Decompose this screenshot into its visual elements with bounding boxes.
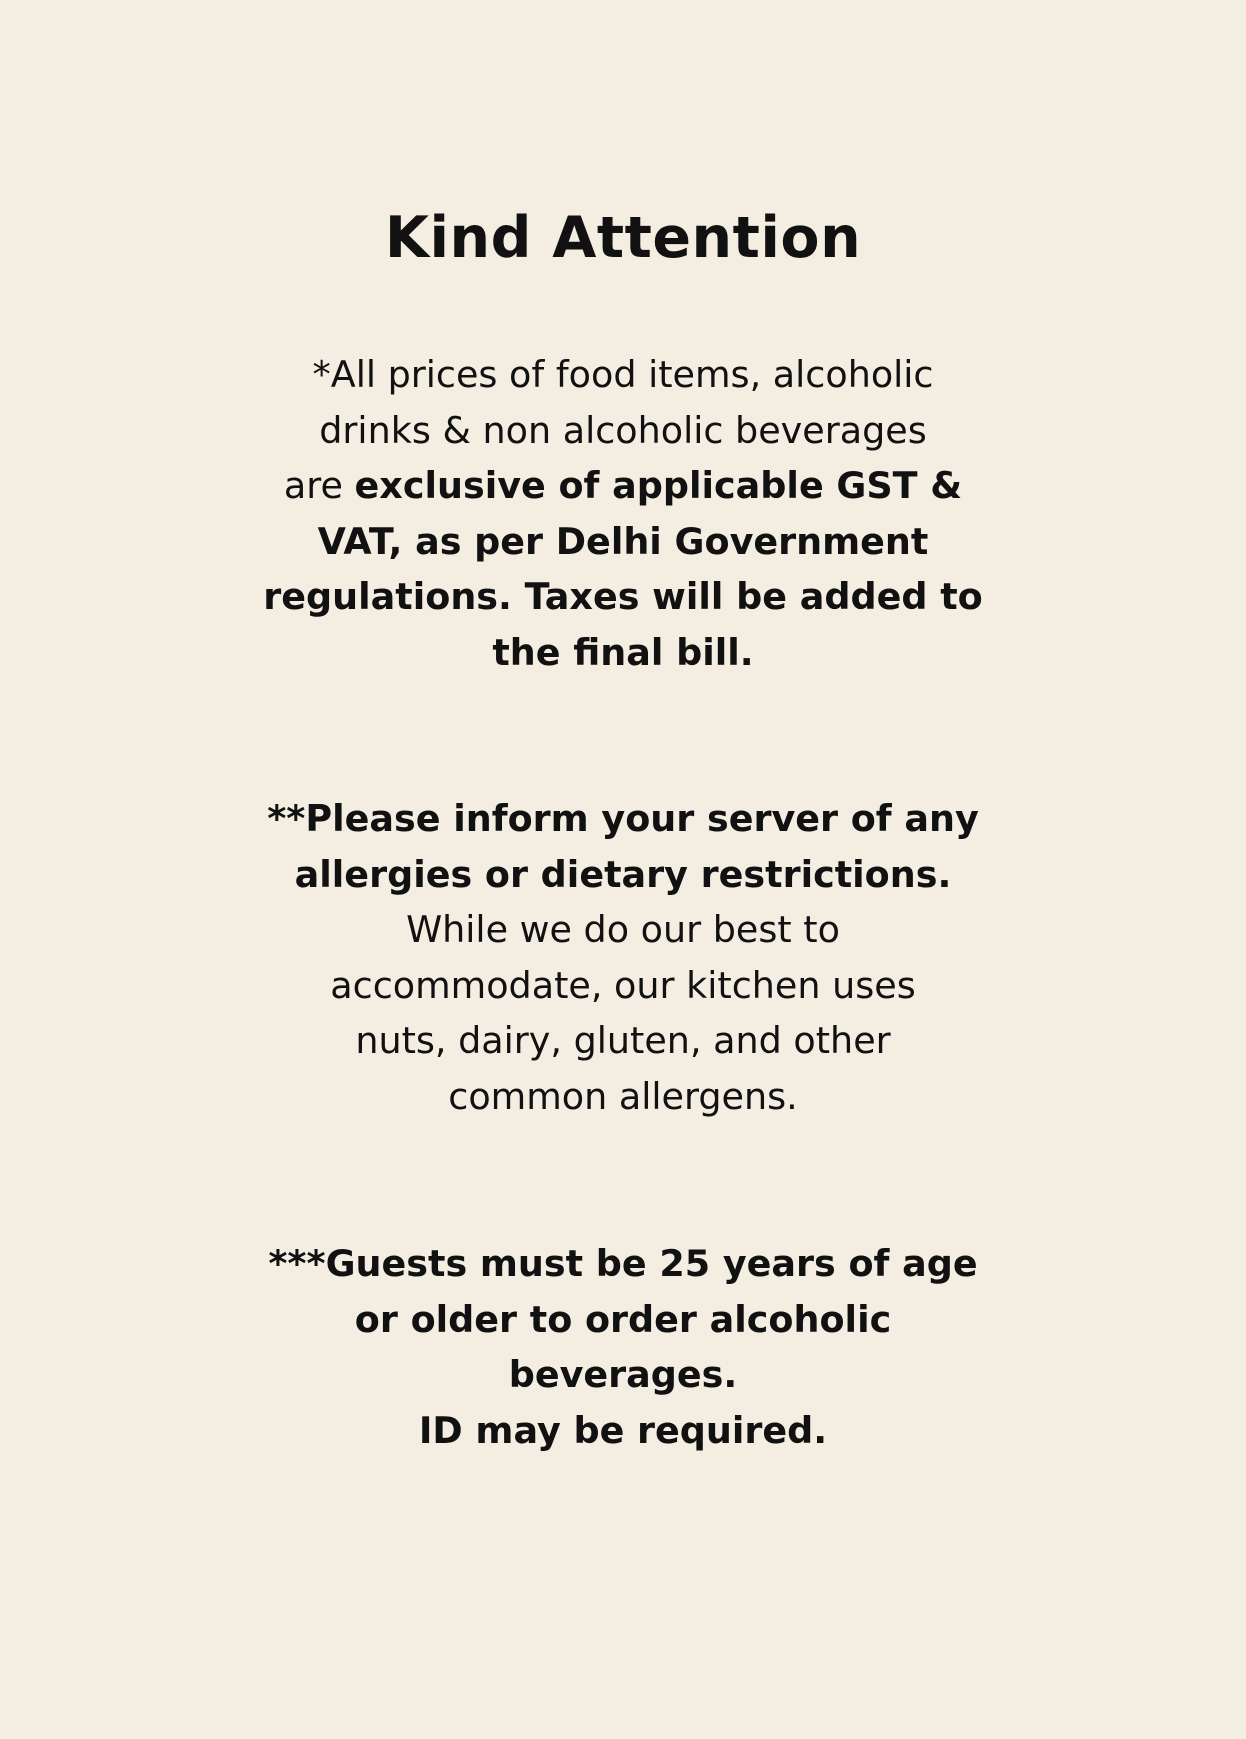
allergy-notice-line: **Please inform your server of any	[267, 797, 979, 840]
age-notice-line: or older to order alcoholic	[354, 1297, 892, 1341]
allergy-notice-line: common allergens.	[448, 1074, 798, 1118]
tax-notice	[200, 347, 1046, 680]
age-notice-line: beverages.	[508, 1353, 738, 1396]
age-notice-line: ID may be required.	[418, 1408, 828, 1452]
tax-notice-line: VAT, as per Delhi Government	[317, 519, 929, 563]
tax-notice-line: *All prices of food items, alcoholic	[312, 353, 934, 396]
allergy-notice	[200, 791, 1046, 1124]
tax-notice-emphasis: exclusive of applicable GST &	[354, 464, 963, 507]
tax-notice-line: the final bill.	[492, 630, 754, 674]
allergy-notice-line: allergies or dietary restrictions.	[294, 852, 952, 896]
tax-notice-text: are	[283, 464, 355, 507]
tax-notice-line: drinks & non alcoholic beverages	[319, 408, 927, 452]
page-title: Kind Attention	[384, 205, 862, 271]
tax-notice-line: regulations. Taxes will be added to	[263, 575, 983, 618]
allergy-notice-line: accommodate, our kitchen uses	[330, 963, 916, 1007]
age-notice-line: ***Guests must be 25 years of age	[268, 1242, 978, 1285]
allergy-notice-line: While we do our best to	[406, 908, 840, 951]
age-notice	[200, 1236, 1046, 1458]
tax-notice-line	[200, 458, 1046, 514]
allergy-notice-line: nuts, dairy, gluten, and other	[355, 1019, 891, 1062]
